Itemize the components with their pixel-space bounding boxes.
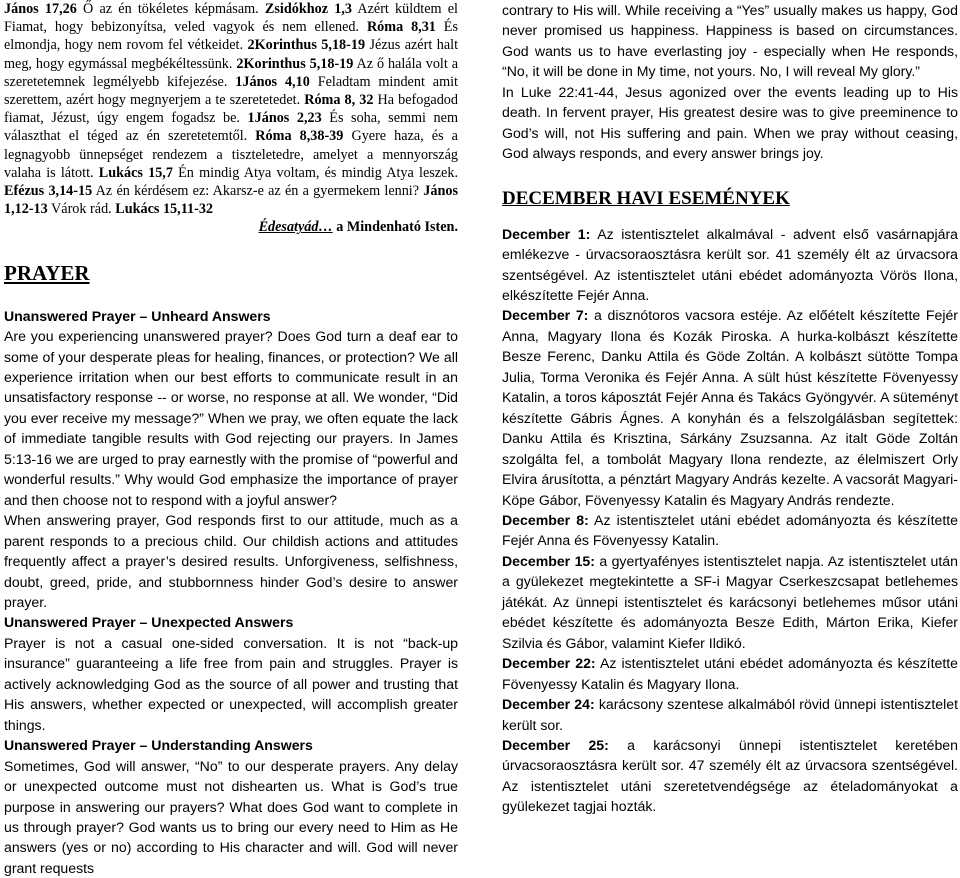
verse-reference: János 1,12-13 (4, 183, 458, 218)
verse-text: Ő az én tökéletes képmásam. (76, 1, 265, 17)
verse-text: És elmondja, hogy nem rovom fel vétkeidet. (4, 19, 458, 54)
verse-text: Az én kérdésem ez: Akarsz-e az én a gyermekem lenni? (92, 183, 424, 200)
right-column (502, 0, 958, 817)
signature-rest: a Mindenható Isten. (332, 219, 458, 236)
event-date: December 15: (502, 552, 595, 569)
verse-reference: Zsidókhoz 1,3 (264, 1, 352, 17)
event-entry (502, 694, 958, 735)
verse-text: És soha, semmi nem választhat el téged az én szeretetemtől. (4, 110, 458, 145)
verse-reference: Lukács 15,11-32 (115, 201, 214, 218)
event-entry (502, 735, 958, 817)
event-entry (502, 551, 958, 653)
left-column (4, 0, 458, 878)
prayer-paragraph: In Luke 22:41-44, Jesus agonized over the events leading up to His death. In fervent prayer, His greatest desire was to give preeminence to God’s will, not His suffering and pain. When we pray without ceasing, God always responds, and every answer brings joy. (502, 83, 958, 162)
events-heading: DECEMBER HAVI ESEMÉNYEK (502, 187, 790, 209)
verse-reference: 2Korinthus 5,18-19 (247, 37, 366, 54)
verse-text: Azért küldtem el Fiamat, hogy bebizonyítsa, veled vagyok és nem ellened. (4, 1, 458, 36)
events-list (502, 224, 958, 817)
event-description: a disznótoros vacsora estéje. Az előételt készítette Fejér Anna, Magyary Ilona és Kozák Piroska. A hurka-kolbászt készítette Besze Ferenc, Danku Attila és Göde Zoltán. A kolbászt sütötte Tompa Julia, Torma Veronika és Fejér Anna. A sült húst készítette Fövenyessy Katalin, a toros káposztát Fejér Anna és Takács Gyöngyvér. A süteményt készítette Gábris Ágnes. A konyhán és a felszolgálásban segítettek: Danku Attila és Krisztina, Sárkány Zsuzsanna. Az italt Göde Zoltán szolgálta fel, a tombolát Magyary Ilona rendezte, az élelmiszert Orly Elvira árusította, a pénztárt Magyary András kezelte. A vacsorát Magyari-Köpe Gábor, Fövenyessy Katalin és Magyary András rendezte. (502, 307, 958, 508)
event-date: December 25: (502, 736, 609, 753)
event-date: December 24: (502, 696, 595, 713)
event-description: a gyertyafényes istentisztelet napja. Az istentisztelet után a gyülekezet megtekintette a SF-i Magyar Cserkeszcsapat betlehemes játékát. Az ünnepi istentisztelet és karácsonyi betlehemes műsor utáni ebédet készítette és adományozta Besze Edith, Márton Erika, Kiefer Szilvia és Gábor, valamint Kiefer Ildikó. (502, 552, 958, 651)
event-entry (502, 224, 958, 306)
verse-paragraph (4, 0, 458, 218)
prayer-subheading: Unanswered Prayer – Understanding Answers (4, 737, 313, 754)
prayer-subheading: Unanswered Prayer – Unexpected Answers (4, 614, 294, 631)
event-entry (502, 653, 958, 694)
verse-text: Én mindig Atya voltam, és mindig Atya leszek. (172, 164, 458, 181)
event-description: a karácsonyi ünnepi istentisztelet keretében úrvacsoraosztásra került sor. 47 személy élt az úrvacsora szentségével. Az istentisztelet utáni szeretetvendégsége az ételadományokat a gyülekezet tagjai hozták. (502, 736, 958, 815)
prayer-article-continued (502, 0, 958, 164)
prayer-paragraph: Sometimes, God will answer, “No” to our desperate prayers. Any delay or unexpected outcome must not dishearten us. What is God’s true purpose in answering our prayers? What does God want to complete in us through prayer? God wants us to bring our every need to Him as He answers (yes or no) according to His character and will. God will never grant requests (4, 757, 458, 876)
verse-reference: Róma 8, 32 (304, 92, 374, 109)
verse-text: Feladtam mindent amit szerettem, azért hogy megnyerjem a te szeretetedet. (4, 73, 458, 109)
prayer-paragraph: contrary to His will. While receiving a “Yes” usually makes us happy, God never promised us happiness. Happiness is based on circumstances. God wants us to have everlasting joy - especially when He responds, “No, it will be done in My time, not yours. No, I will reveal My glory.” (502, 2, 958, 80)
verse-text: Az ő halála volt a szeretetemnek legmélyebb kifejezése. (4, 55, 458, 90)
event-description: Az istentisztelet utáni ebédet adományozta és készítette Fövenyessy Katalin és Magyary Ilona. (502, 655, 958, 692)
verse-reference: Lukács 15,7 (98, 164, 173, 181)
event-entry (502, 305, 958, 510)
hungarian-bible-verse-letter (4, 0, 458, 237)
event-description: Az istentisztelet utáni ebédet adományozta és készítette Fejér Anna és Fövenyessy Katalin. (502, 511, 958, 549)
verse-text: Jézus azért halt meg, hogy egymással megbékéltessünk. (4, 37, 459, 72)
event-entry (502, 510, 958, 551)
event-date: December 7: (502, 307, 589, 324)
verse-reference: Róma 8,31 (366, 19, 436, 36)
event-description: Az istentisztelet alkalmával - advent első vasárnapjára emlékezve - úrvacsoraosztásra került sor. 41 személy élt az úrvacsora szentségével. Az istentisztelet utáni ebédet adományozta Vörös Ilona, elkészítette Fejér Anna. (502, 225, 958, 303)
verse-text: Ha befogadod fiamat, Jézust, úgy engem fogadsz be. (4, 92, 458, 127)
verse-text: Gyere haza, és a legnagyobb ünnepséget rendezem a tiszteletedre, amelyet a mennyország valaha is látott. (4, 128, 458, 181)
prayer-paragraph: Are you experiencing unanswered prayer? Does God turn a deaf ear to some of your desperate pleas for healing, finances, or protection? We all experience irritation when our best efforts to communicate result in an unsatisfactory response -- or worse, no response at all. We wonder, “Did you ever receive my message?” When we pray, we often equate the lack of immediate tangible results with God rejecting our prayers. In James 5:13-16 we are urged to pray earnestly with the promise of “powerful and wonderful results.” Why would God emphasize the importance of prayer and then choose not to respond with a joyful answer? (4, 328, 458, 508)
event-date: December 22: (502, 655, 596, 672)
verse-reference: Róma 8,38-39 (255, 128, 344, 145)
event-date: December 1: (502, 225, 591, 242)
prayer-article (4, 306, 458, 878)
verse-text: Várok rád. (47, 201, 116, 218)
verse-reference: 1János 4,10 (235, 73, 310, 90)
event-description: karácsony szentese alkalmából rövid ünnepi istentisztelet került sor. (502, 696, 958, 733)
verse-reference: 2Korinthus 5,18-19 (236, 55, 354, 72)
prayer-subheading: Unanswered Prayer – Unheard Answers (4, 307, 271, 324)
prayer-paragraph: Prayer is not a casual one-sided conversation. It is not “back-up insurance” guaranteeing a life free from pain and struggles. Prayer is actively acknowledging God as the source of all power and trusting that His answers, whether expected or unexpected, will accomplish greater things. (4, 634, 458, 733)
verse-reference: 1János 2,23 (247, 110, 322, 127)
prayer-paragraph: When answering prayer, God responds first to our attitude, much as a parent responds to a precious child. Our childish actions and attitudes frequently affect a prayer’s desired results. Unforgiveness, selfishness, doubt, greed, pride, and stubbornness hinder God’s desire to answer prayer. (4, 512, 458, 610)
verse-reference: Efézus 3,14-15 (4, 183, 93, 200)
event-date: December 8: (502, 511, 589, 528)
prayer-heading: PRAYER (4, 260, 90, 285)
verse-reference: János 17,26 (4, 1, 77, 17)
signature (4, 218, 458, 236)
signature-italic: Édesatyád… (258, 219, 333, 236)
